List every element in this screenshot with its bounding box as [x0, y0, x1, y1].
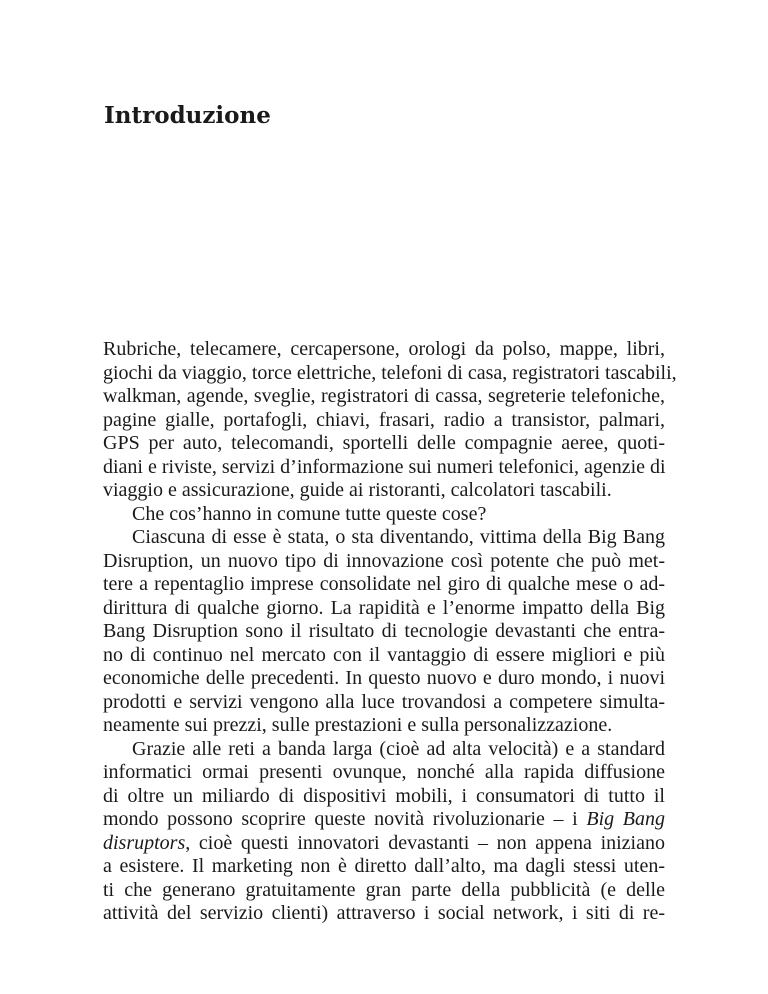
text-line: GPS per auto, telecomandi, sportelli delle compagnie aeree, quoti- — [103, 432, 665, 454]
text-line: no di continuo nel mercato con il vantaggio di essere migliori e più — [103, 643, 665, 666]
text-line: informatici ormai presenti ovunque, nonché alla rapida diffusione — [103, 761, 665, 783]
text-line: ti che generano gratuitamente gran parte della pubblicità (e delle — [103, 878, 665, 901]
text-line: viaggio e assicurazione, guide ai ristoranti, calcolatori tascabili. — [103, 479, 612, 501]
italic-term: disruptors — [103, 831, 186, 854]
text-line: Che cos’hanno in comune tutte queste cose? — [132, 502, 487, 525]
text-line — [103, 808, 665, 832]
text-line: dirittura di qualche giorno. La rapidità e l’enorme impatto della Big — [103, 596, 665, 619]
text-line: tere a repentaglio imprese consolidate nel giro di qualche mese o ad- — [103, 573, 665, 595]
text-run: mondo possono scoprire queste novità rivoluzionarie – i — [103, 808, 587, 830]
text-line: walkman, agende, sveglie, registratori di cassa, segreterie telefoniche, — [103, 385, 665, 407]
italic-term: Big Bang — [586, 808, 665, 830]
text-line: prodotti e servizi vengono alla luce trovandosi a competere simulta- — [103, 690, 665, 713]
text-line: Bang Disruption sono il risultato di tecnologie devastanti che entra- — [103, 620, 665, 642]
text-line: diani e riviste, servizi d’informazione sui numeri telefonici, agenzie di — [103, 455, 666, 478]
text-line: Disruption, un nuovo tipo di innovazione così potente che può met- — [103, 549, 665, 572]
text-line: attività del servizio clienti) attraverso i social network, i siti di re- — [103, 902, 665, 924]
text-line: economiche delle precedenti. In questo nuovo e duro mondo, i nuovi — [103, 667, 665, 689]
text-line: Grazie alle reti a banda larga (cioè ad alta velocità) e a standard — [132, 737, 665, 760]
text-line: giochi da viaggio, torce elettriche, telefoni di casa, registratori tascabili, — [103, 361, 677, 384]
text-line: Rubriche, telecamere, cercapersone, orologi da polso, mappe, libri, — [103, 338, 665, 360]
text-line: Ciascuna di esse è stata, o sta diventando, vittima della Big Bang — [132, 526, 665, 548]
body-text — [103, 338, 677, 926]
text-line: di oltre un miliardo di dispositivi mobili, i consumatori di tutto il — [103, 784, 665, 807]
chapter-title: Introduzione — [104, 102, 271, 129]
text-run: , cioè questi innovatori devastanti – non appena iniziano — [185, 831, 665, 854]
text-line: a esistere. Il marketing non è diretto dall’alto, ma dagli stessi uten- — [103, 855, 665, 877]
text-line — [103, 832, 665, 856]
text-line: neamente sui prezzi, sulle prestazioni e sulla personalizzazione. — [103, 714, 613, 736]
text-line: pagine gialle, portafogli, chiavi, frasari, radio a transistor, palmari, — [103, 408, 665, 431]
